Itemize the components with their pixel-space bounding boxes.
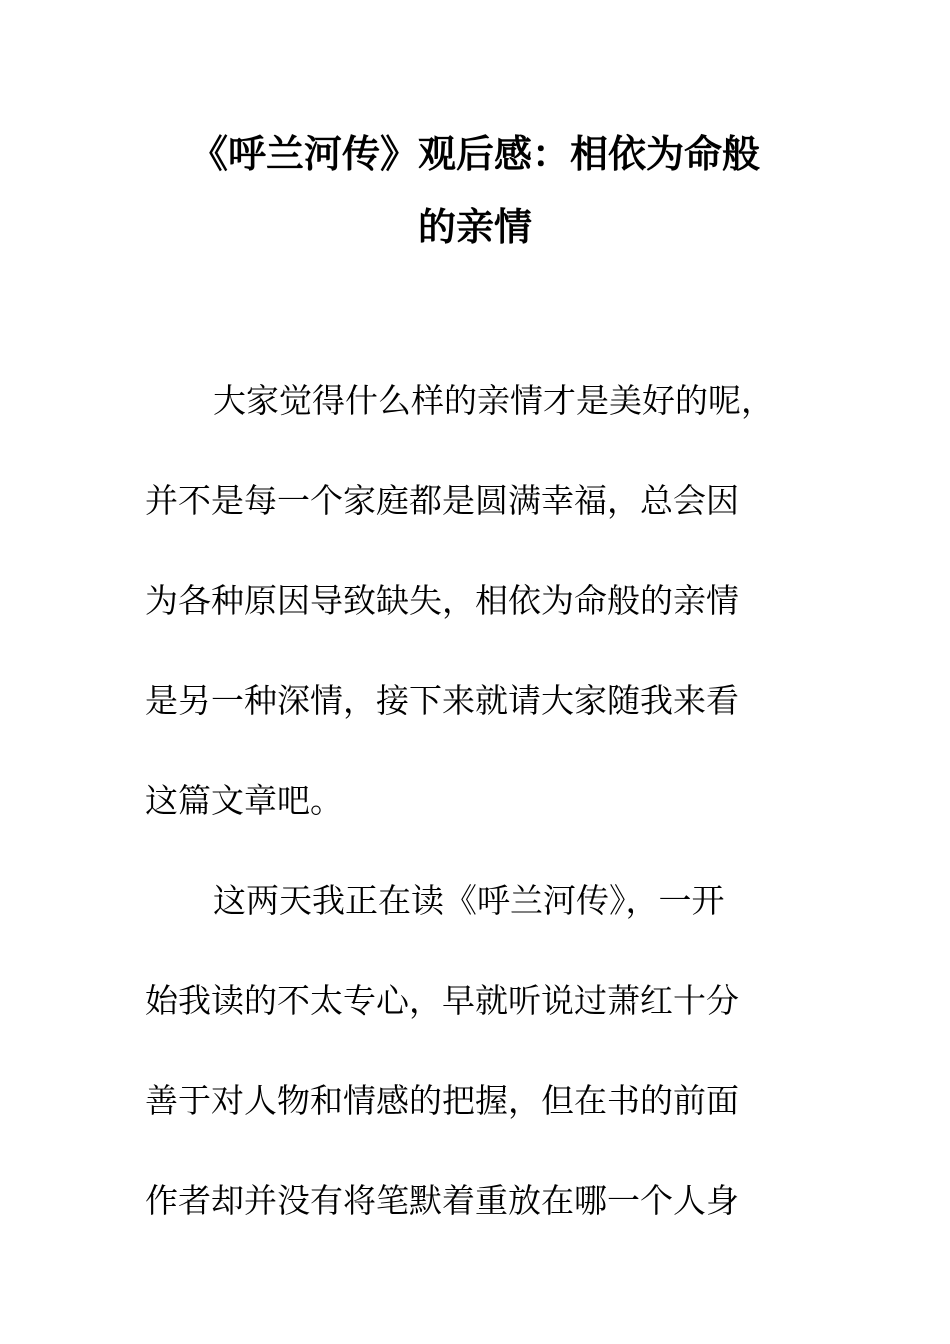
paragraph-line: 并不是每一个家庭都是圆满幸福，总会因 [145,481,739,520]
paragraph-line: 这篇文章吧。 [145,781,343,820]
document-title-line-1: 《呼兰河传》观后感：相依为命般 [189,131,760,176]
paragraph-line: 是另一种深情，接下来就请大家随我来看 [145,681,739,720]
paragraph-line: 为各种原因导致缺失，相依为命般的亲情 [145,581,739,620]
paragraph-line: 作者却并没有将笔默着重放在哪一个人身 [145,1181,739,1220]
paragraph-line: 善于对人物和情感的把握，但在书的前面 [145,1081,739,1120]
paragraph-line: 始我读的不太专心，早就听说过萧红十分 [145,981,739,1020]
document-title-line-2: 的亲情 [417,204,532,249]
paragraph-line: 这两天我正在读《呼兰河传》，一开 [213,881,725,920]
paragraph-line: 大家觉得什么样的亲情才是美好的呢， [213,381,774,420]
